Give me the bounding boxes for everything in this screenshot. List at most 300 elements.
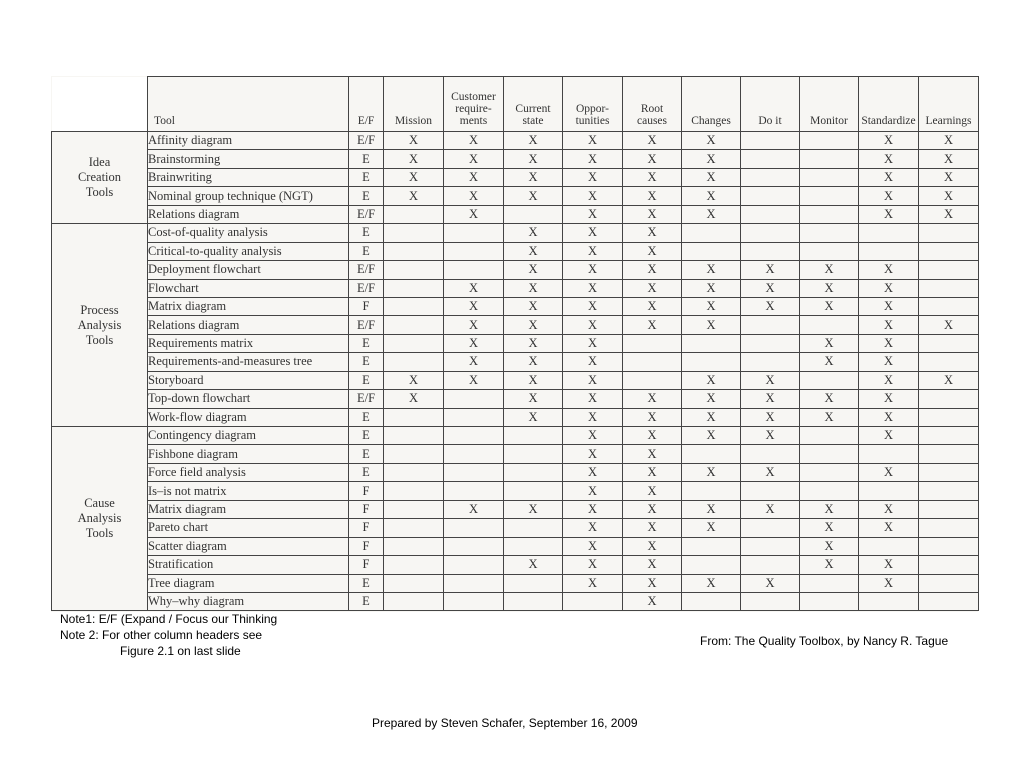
step-mark: X [623,224,682,242]
ef-value: F [349,519,384,537]
ef-value: E/F [349,316,384,334]
step-mark [504,463,563,481]
step-mark: X [444,316,504,334]
step-mark: X [504,187,563,205]
step-mark: X [563,408,623,426]
table-row [52,334,979,352]
step-mark: X [563,132,623,150]
step-mark: X [800,500,859,518]
step-mark: X [444,334,504,352]
step-mark: X [623,279,682,297]
step-mark: X [800,334,859,352]
step-column-header [384,77,444,132]
tool-name: Deployment flowchart [148,261,349,279]
source-credit: From: The Quality Toolbox, by Nancy R. Tague [700,634,949,648]
ef-value: F [349,537,384,555]
ef-column-header: E/F [349,77,384,132]
step-mark: X [563,519,623,537]
group-label-line: Tools [85,332,114,347]
step-mark: X [741,408,800,426]
step-mark [444,261,504,279]
step-mark: X [623,316,682,334]
step-mark: X [444,187,504,205]
group-label-line: Tools [85,185,114,200]
step-mark: X [682,463,741,481]
table-row [52,371,979,389]
step-mark [444,242,504,260]
table-row [52,482,979,500]
ef-value: E/F [349,261,384,279]
step-mark: X [741,500,800,518]
step-mark [859,537,919,555]
step-mark: X [504,353,563,371]
tool-name: Nominal group technique (NGT) [148,187,349,205]
step-mark: X [859,168,919,186]
group-label-line: Cause [84,496,115,511]
table-row [52,261,979,279]
step-mark: X [682,390,741,408]
header-line: Standardize [861,115,916,127]
step-mark [919,427,979,445]
step-column-header [623,77,682,132]
step-mark [800,482,859,500]
step-mark: X [563,371,623,389]
step-column-header [800,77,859,132]
table-row [52,316,979,334]
ef-value: E [349,334,384,352]
step-mark: X [504,371,563,389]
step-mark: X [682,132,741,150]
quality-tools-table [51,76,979,611]
tool-name: Matrix diagram [148,500,349,518]
tools-table-image [51,76,978,612]
step-mark [504,574,563,592]
step-mark: X [563,168,623,186]
step-mark [919,592,979,610]
step-mark [919,519,979,537]
table-row [52,537,979,555]
group-label [52,427,148,611]
ef-value: F [349,556,384,574]
step-mark: X [682,261,741,279]
header-line: tunities [575,115,610,127]
table-row [52,519,979,537]
ef-value: F [349,482,384,500]
step-mark: X [504,408,563,426]
step-mark [682,334,741,352]
step-mark: X [682,371,741,389]
step-mark: X [682,316,741,334]
step-mark: X [563,334,623,352]
step-mark: X [682,187,741,205]
header-line: Changes [691,115,731,127]
step-mark: X [859,371,919,389]
ef-value: F [349,297,384,315]
step-mark [563,592,623,610]
step-mark: X [623,408,682,426]
step-mark: X [800,353,859,371]
step-mark [800,463,859,481]
ef-value: E [349,353,384,371]
step-mark [800,592,859,610]
step-mark: X [623,592,682,610]
step-mark: X [859,261,919,279]
step-mark: X [859,574,919,592]
header-line: Customer [451,91,496,103]
footer-prepared-by: Prepared by Steven Schafer, September 16, 2009 [372,716,638,730]
step-mark [741,187,800,205]
table-row [52,205,979,223]
tool-column-header: Tool [148,77,349,132]
step-mark [384,427,444,445]
group-label [52,132,148,224]
header-line: Monitor [810,115,848,127]
step-mark: X [504,297,563,315]
step-mark [800,187,859,205]
step-mark [919,261,979,279]
step-mark: X [859,353,919,371]
step-mark [623,353,682,371]
step-mark [444,592,504,610]
step-mark: X [859,390,919,408]
step-mark [800,205,859,223]
step-mark [444,445,504,463]
step-mark [800,574,859,592]
table-row [52,242,979,260]
step-mark [504,205,563,223]
step-mark: X [859,187,919,205]
step-mark [741,168,800,186]
tool-name: Relations diagram [148,205,349,223]
step-mark: X [563,353,623,371]
step-mark [919,297,979,315]
step-mark [384,574,444,592]
step-mark: X [504,279,563,297]
header-line: causes [636,115,667,127]
step-mark [859,592,919,610]
step-mark: X [682,408,741,426]
step-mark [384,316,444,334]
step-mark [741,150,800,168]
ef-value: E [349,242,384,260]
step-mark [444,463,504,481]
step-mark: X [859,205,919,223]
step-mark: X [682,500,741,518]
table-row [52,427,979,445]
step-mark: X [623,168,682,186]
step-mark [741,482,800,500]
step-mark: X [741,427,800,445]
step-mark: X [563,390,623,408]
step-mark [919,242,979,260]
tool-name: Stratification [148,556,349,574]
table-row [52,150,979,168]
step-mark: X [563,445,623,463]
step-mark: X [444,371,504,389]
step-mark [384,297,444,315]
step-mark [444,408,504,426]
tool-name: Force field analysis [148,463,349,481]
step-mark [384,353,444,371]
table-row [52,353,979,371]
table-row [52,187,979,205]
step-mark [384,224,444,242]
step-mark [800,445,859,463]
step-mark [384,500,444,518]
ef-value: E [349,408,384,426]
step-mark: X [741,463,800,481]
step-mark [919,334,979,352]
step-mark [384,261,444,279]
step-mark: X [800,261,859,279]
ef-value: E [349,187,384,205]
step-mark: X [623,556,682,574]
ef-value: E/F [349,132,384,150]
step-mark: X [563,297,623,315]
step-mark: X [444,168,504,186]
step-mark [623,334,682,352]
step-mark [919,279,979,297]
step-mark [741,537,800,555]
step-mark: X [384,168,444,186]
step-mark [800,371,859,389]
step-mark: X [563,427,623,445]
step-mark: X [623,482,682,500]
step-mark: X [623,261,682,279]
step-mark: X [623,519,682,537]
step-mark: X [563,205,623,223]
table-row [52,279,979,297]
step-mark [741,445,800,463]
step-mark: X [444,353,504,371]
step-mark: X [563,574,623,592]
step-mark [384,537,444,555]
step-mark: X [859,519,919,537]
step-mark: X [800,297,859,315]
step-mark [682,242,741,260]
step-mark: X [384,390,444,408]
step-column-header [741,77,800,132]
step-mark: X [623,132,682,150]
step-mark [384,279,444,297]
step-mark: X [859,334,919,352]
step-mark [800,168,859,186]
step-mark [800,427,859,445]
step-mark: X [859,150,919,168]
ef-value: E/F [349,279,384,297]
step-mark [384,556,444,574]
step-mark [741,242,800,260]
step-mark [741,592,800,610]
step-mark: X [563,316,623,334]
step-mark: X [623,445,682,463]
ef-value: E/F [349,205,384,223]
header-line: Mission [394,115,433,127]
step-mark: X [563,242,623,260]
tool-name: Top-down flowchart [148,390,349,408]
table-row [52,297,979,315]
step-mark [504,427,563,445]
step-mark: X [800,408,859,426]
tool-name: Why–why diagram [148,592,349,610]
step-mark: X [741,297,800,315]
step-mark: X [504,261,563,279]
ef-value: E [349,427,384,445]
step-mark: X [859,297,919,315]
step-mark: X [682,574,741,592]
step-mark [504,482,563,500]
step-mark: X [504,334,563,352]
step-mark: X [623,242,682,260]
group-label-line: Tools [85,526,114,541]
step-mark [741,353,800,371]
group-label-line: Creation [77,170,122,185]
step-mark: X [682,279,741,297]
step-mark [919,500,979,518]
header-line: Learnings [925,115,972,127]
step-mark [504,537,563,555]
step-mark [444,556,504,574]
ef-value: E [349,592,384,610]
step-mark: X [384,132,444,150]
step-mark: X [563,556,623,574]
step-mark [741,556,800,574]
ef-value: E [349,574,384,592]
ef-value: E [349,224,384,242]
step-mark: X [623,574,682,592]
step-mark [384,519,444,537]
step-mark: X [682,519,741,537]
step-mark [444,427,504,445]
note-1: Note1: E/F (Expand / Focus our Thinking [60,612,278,626]
ef-value: E [349,371,384,389]
step-mark [800,316,859,334]
header-line: Root [640,103,664,115]
step-mark: X [919,187,979,205]
step-mark [444,574,504,592]
step-mark [741,316,800,334]
group-label-line: Idea [88,155,111,170]
step-mark [444,482,504,500]
tool-name: Brainstorming [148,150,349,168]
step-mark [682,556,741,574]
step-mark [859,224,919,242]
tool-name: Is–is not matrix [148,482,349,500]
table-body [52,132,979,611]
step-mark: X [504,224,563,242]
ef-value: E [349,445,384,463]
ef-value: E [349,168,384,186]
step-mark [919,556,979,574]
step-mark: X [563,463,623,481]
group-label [52,224,148,427]
step-mark: X [623,500,682,518]
step-mark [919,482,979,500]
step-mark [741,334,800,352]
step-mark: X [444,297,504,315]
step-mark: X [504,150,563,168]
group-label-line: Analysis [77,511,122,526]
table-row [52,500,979,518]
step-mark: X [504,316,563,334]
step-mark [919,445,979,463]
step-mark: X [444,205,504,223]
note-2-line-1: Note 2: For other column headers see [60,628,263,642]
step-mark: X [504,242,563,260]
step-mark: X [623,427,682,445]
step-mark [444,519,504,537]
header-line: Do it [758,115,782,127]
step-mark [741,132,800,150]
step-mark: X [919,316,979,334]
note-2-line-2: Figure 2.1 on last slide [120,644,241,658]
tool-name: Work-flow diagram [148,408,349,426]
header-line: require- [455,103,492,115]
tool-name: Cost-of-quality analysis [148,224,349,242]
step-mark: X [504,168,563,186]
step-mark: X [919,150,979,168]
step-mark: X [563,279,623,297]
step-mark: X [623,150,682,168]
header-line: Oppor- [576,103,609,115]
step-column-header [682,77,741,132]
step-mark [504,445,563,463]
step-mark [800,242,859,260]
tool-name: Relations diagram [148,316,349,334]
step-mark: X [919,168,979,186]
table-row [52,390,979,408]
step-mark [800,150,859,168]
step-mark [384,242,444,260]
step-mark: X [859,427,919,445]
step-mark: X [800,519,859,537]
step-mark [800,224,859,242]
step-mark [919,537,979,555]
tool-name: Pareto chart [148,519,349,537]
step-mark [919,408,979,426]
step-mark [682,353,741,371]
step-mark: X [682,205,741,223]
step-mark [682,224,741,242]
step-mark: X [504,556,563,574]
tool-name: Tree diagram [148,574,349,592]
step-mark: X [563,224,623,242]
step-mark [919,463,979,481]
tool-name: Requirements-and-measures tree [148,353,349,371]
step-mark: X [741,261,800,279]
step-mark: X [563,500,623,518]
step-column-header [859,77,919,132]
step-mark [444,224,504,242]
step-mark: X [504,500,563,518]
tool-name: Brainwriting [148,168,349,186]
step-mark: X [859,556,919,574]
step-mark: X [682,427,741,445]
step-mark [682,445,741,463]
group-header-blank [52,77,148,132]
tool-name: Critical-to-quality analysis [148,242,349,260]
step-column-header [444,77,504,132]
step-mark [384,463,444,481]
step-mark: X [623,297,682,315]
step-mark: X [741,574,800,592]
tool-name: Requirements matrix [148,334,349,352]
group-label-line: Analysis [77,317,122,332]
ef-value: F [349,500,384,518]
step-mark: X [623,537,682,555]
table-row [52,556,979,574]
step-mark [384,445,444,463]
